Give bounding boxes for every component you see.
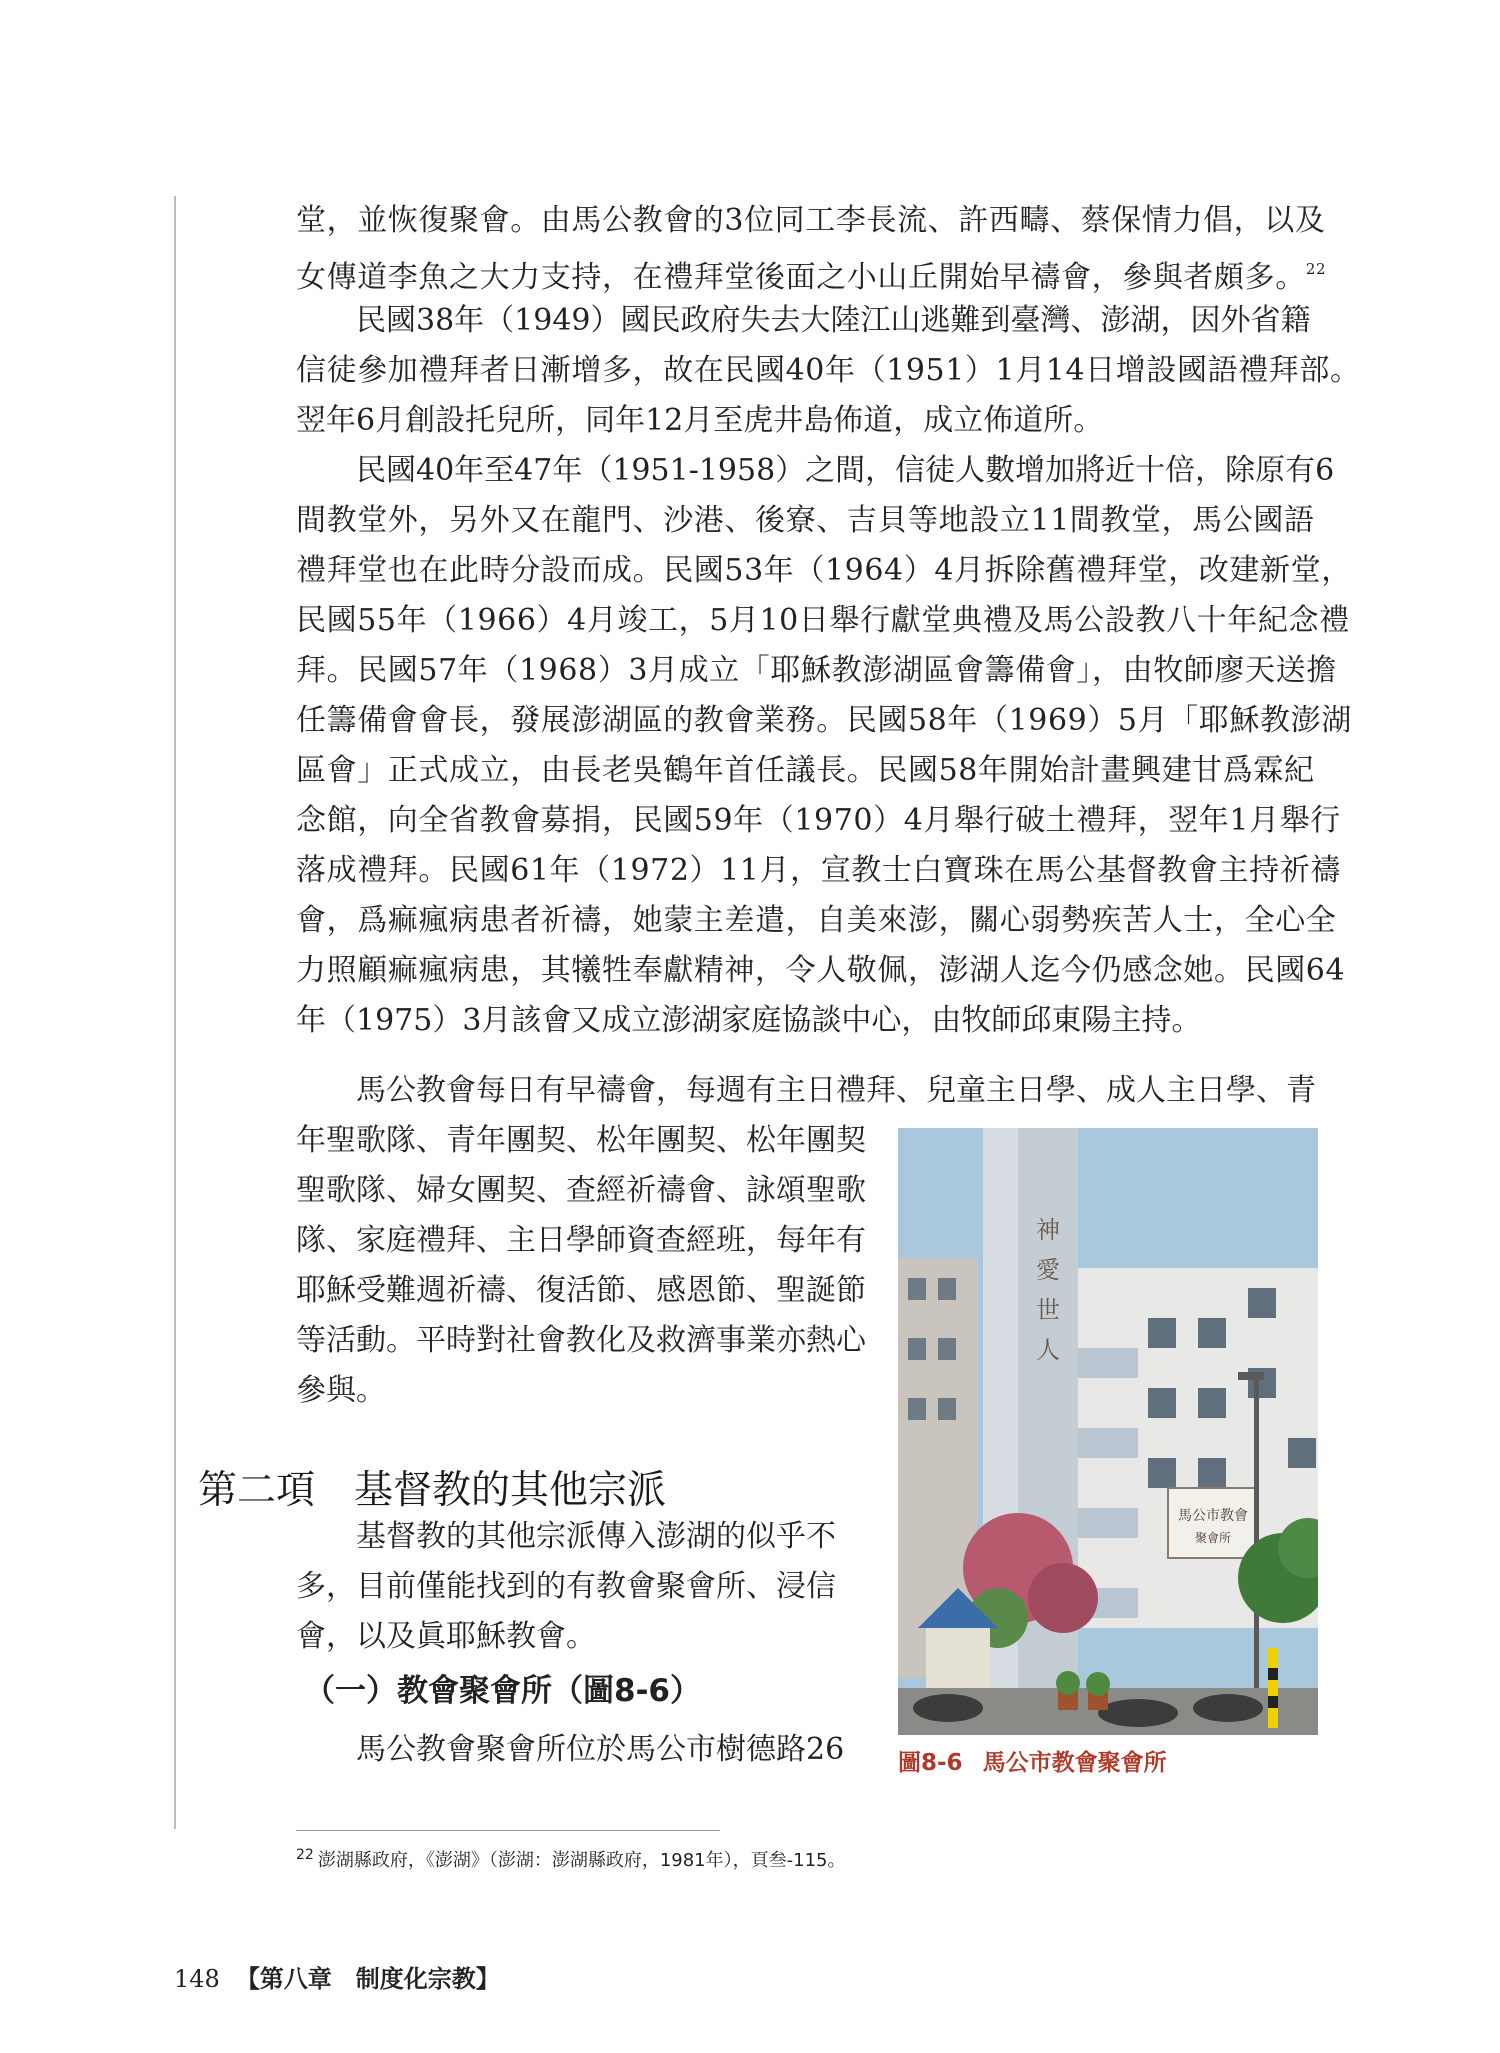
body-line: 力照顧痲瘋病患，其犧牲奉獻精神，令人敬佩，澎湖人迄今仍感念她。民國64 bbox=[296, 953, 1346, 988]
footnote-divider bbox=[296, 1830, 720, 1831]
plaque-text: 馬公市教會 bbox=[1178, 1508, 1248, 1524]
body-line: 民國55年（1966）4月竣工，5月10日舉行獻堂典禮及馬公設教八十年紀念禮 bbox=[296, 603, 1350, 638]
body-line: 禮拜堂也在此時分設而成。民國53年（1964）4月拆除舊禮拜堂，改建新堂， bbox=[296, 553, 1352, 588]
body-line: 女傳道李魚之大力支持，在禮拜堂後面之小山丘開始早禱會，參與者頗多。$^{22}$ bbox=[296, 260, 1327, 295]
footnote-number: 22 bbox=[296, 1847, 314, 1863]
section-line: 基督教的其他宗派傳入澎湖的似乎不 bbox=[356, 1519, 836, 1554]
chapter-title: 【第八章 制度化宗教】 bbox=[235, 1965, 500, 1993]
body-line: 信徒參加禮拜者日漸增多，故在民國40年（1951）1月14日增設國語禮拜部。 bbox=[296, 353, 1361, 388]
figure-caption bbox=[898, 1744, 1167, 1777]
tower-sign-char: 愛 bbox=[1036, 1256, 1060, 1284]
left-margin-rule bbox=[174, 196, 176, 1829]
plaque-text: 聚會所 bbox=[1194, 1531, 1232, 1545]
body-line: 民國40年至47年（1951-1958）之間，信徒人數增加將近十倍，除原有6 bbox=[356, 453, 1335, 488]
body-line: 會，爲痲瘋病患者祈禱，她蒙主差遣，自美來澎，關心弱勢疾苦人士，全心全 bbox=[296, 903, 1337, 938]
body-line: 隊、家庭禮拜、主日學師資查經班，每年有 bbox=[296, 1223, 866, 1258]
footnote bbox=[296, 1846, 846, 1872]
tower-sign-char: 世 bbox=[1036, 1296, 1060, 1324]
body-line: 翌年6月創設托兒所，同年12月至虎井島佈道，成立佈道所。 bbox=[296, 403, 1104, 438]
body-line: 等活動。平時對社會教化及救濟事業亦熱心 bbox=[296, 1323, 866, 1358]
body-line: 任籌備會會長，發展澎湖區的教會業務。民國58年（1969）5月「耶穌教澎湖 bbox=[296, 703, 1352, 738]
body-line: 堂，並恢復聚會。由馬公教會的3位同工李長流、許西疇、蔡保情力倡，以及 bbox=[296, 203, 1326, 238]
body-line: 年聖歌隊、青年團契、松年團契、松年團契 bbox=[296, 1123, 866, 1158]
body-line: 區會」正式成立，由長老吳鶴年首任議長。民國58年開始計畫興建甘爲霖紀 bbox=[296, 753, 1315, 788]
body-line: 耶穌受難週祈禱、復活節、感恩節、聖誕節 bbox=[296, 1273, 866, 1308]
section-heading: 第二項 基督教的其他宗派 bbox=[198, 1468, 667, 1513]
body-line: 念館，向全省教會募捐，民國59年（1970）4月舉行破土禮拜，翌年1月舉行 bbox=[296, 803, 1341, 838]
body-line: 間教堂外，另外又在龍門、沙港、後寮、吉貝等地設立11間教堂，馬公國語 bbox=[296, 503, 1315, 538]
section-line: 多，目前僅能找到的有教會聚會所、浸信 bbox=[296, 1569, 836, 1604]
body-line: 落成禮拜。民國61年（1972）11月，宣教士白寶珠在馬公基督教會主持祈禱 bbox=[296, 853, 1341, 888]
section-line: 馬公教會聚會所位於馬公市樹德路26 bbox=[356, 1732, 845, 1767]
tower-sign-char: 人 bbox=[1036, 1336, 1060, 1364]
subsection-heading: （一）教會聚會所（圖8-6） bbox=[304, 1673, 702, 1709]
page-number: 148 bbox=[174, 1965, 220, 1993]
body-line: 年（1975）3月該會又成立澎湖家庭協談中心，由牧師邱東陽主持。 bbox=[296, 1003, 1202, 1038]
footnote-text: 澎湖縣政府，《澎湖》（澎湖：澎湖縣政府，1981年），頁叁-115。 bbox=[317, 1850, 846, 1871]
tower-sign-char: 神 bbox=[1036, 1216, 1060, 1244]
figure-label: 圖8-6 bbox=[898, 1750, 963, 1776]
body-line: 聖歌隊、婦女團契、查經祈禱會、詠頌聖歌 bbox=[296, 1173, 866, 1208]
page-footer bbox=[174, 1959, 500, 1994]
footnote-reference[interactable]: 22 bbox=[1305, 260, 1327, 278]
body-line: 參與。 bbox=[296, 1373, 386, 1408]
figure-title: 馬公市教會聚會所 bbox=[982, 1750, 1167, 1776]
body-line: 拜。民國57年（1968）3月成立「耶穌教澎湖區會籌備會」，由牧師廖天送擔 bbox=[296, 653, 1337, 688]
church-photo bbox=[898, 1128, 1318, 1735]
body-line: 馬公教會每日有早禱會，每週有主日禮拜、兒童主日學、成人主日學、青 bbox=[356, 1073, 1316, 1108]
section-line: 會，以及眞耶穌教會。 bbox=[296, 1619, 596, 1654]
body-line: 民國38年（1949）國民政府失去大陸江山逃難到臺灣、澎湖，因外省籍 bbox=[356, 303, 1311, 338]
